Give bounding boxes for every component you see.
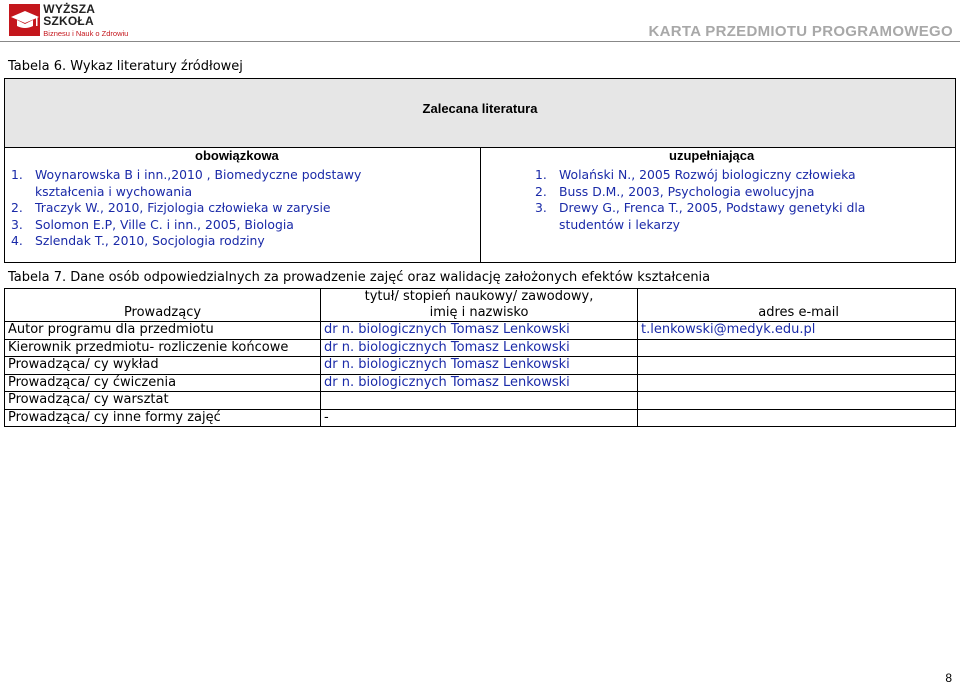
graduation-cap-icon <box>9 4 40 36</box>
literature-table <box>4 78 956 263</box>
list-item: 3. Solomon E.P, Ville C. i inn., 2005, Biologia <box>11 216 294 232</box>
table-row <box>5 374 956 392</box>
staff-table <box>4 288 956 427</box>
table-row <box>5 357 956 375</box>
email-cell <box>638 339 956 357</box>
email-cell <box>638 409 956 427</box>
table-row <box>5 392 956 410</box>
table-row <box>5 322 956 340</box>
table-row <box>5 409 956 427</box>
role-header: Prowadzący <box>5 289 321 322</box>
name-cell: dr n. biologicznych Tomasz Lenkowski <box>321 339 638 357</box>
supplementary-literature-heading: uzupełniająca <box>669 148 755 163</box>
email-cell <box>638 374 956 392</box>
list-item: 1. Wolański N., 2005 Rozwój biologiczny człowieka <box>535 167 856 182</box>
table-row <box>5 339 956 357</box>
name-cell: dr n. biologicznych Tomasz Lenkowski <box>321 374 638 392</box>
email-cell <box>638 357 956 375</box>
list-item: 3. Drewy G., Frenca T., 2005, Podstawy genetyki dla studentów i lekarzy <box>535 200 866 232</box>
supplementary-literature-list <box>532 167 865 233</box>
role-cell: Prowadząca/ cy warsztat <box>5 392 321 410</box>
name-cell: dr n. biologicznych Tomasz Lenkowski <box>321 357 638 375</box>
school-logo <box>9 1 135 38</box>
role-cell: Prowadząca/ cy inne formy zajęć <box>5 409 321 427</box>
logo-line2: Biznesu i Nauk o Zdrowiu <box>43 28 129 38</box>
list-item: 1. Woynarowska B i inn.,2010 , Biomedyczne podstawy kształcenia i wychowania <box>11 167 362 199</box>
role-cell: Kierownik przedmiotu- rozliczenie końcowe <box>5 339 321 357</box>
table7-caption: Tabela 7. Dane osób odpowiedzialnych za prowadzenie zajęć oraz walidację założonych efektów kształcenia <box>8 270 711 285</box>
list-item: 2. Traczyk W., 2010, Fizjologia człowieka w zarysie <box>11 200 331 215</box>
list-item: 2. Buss D.M., 2003, Psychologia ewolucyjna <box>535 183 815 199</box>
role-cell: Autor programu dla przedmiotu <box>5 322 321 340</box>
role-cell: Prowadząca/ cy ćwiczenia <box>5 374 321 392</box>
header-divider <box>0 41 960 42</box>
email-link[interactable]: t.lenkowski@medyk.edu.pl <box>638 322 956 340</box>
required-literature-list <box>8 167 361 250</box>
name-header: tytuł/ stopień naukowy/ zawodowy, imię i nazwisko <box>321 289 638 322</box>
name-cell: dr n. biologicznych Tomasz Lenkowski <box>321 322 638 340</box>
name-cell: - <box>321 409 638 427</box>
required-literature-heading: obowiązkowa <box>195 148 279 163</box>
literature-column-divider <box>480 147 481 262</box>
role-cell: Prowadząca/ cy wykład <box>5 357 321 375</box>
recommended-literature-heading: Zalecana literatura <box>422 101 538 116</box>
list-item: 4. Szlendak T., 2010, Socjologia rodziny <box>11 233 265 248</box>
email-cell <box>638 392 956 410</box>
table6-caption: Tabela 6. Wykaz literatury źródłowej <box>8 59 243 74</box>
table-header-row <box>5 289 956 322</box>
name-cell <box>321 392 638 410</box>
page-number: 8 <box>945 671 952 685</box>
email-header: adres e-mail <box>638 289 956 322</box>
logo-line1: WYŻSZA SZKOŁA <box>43 1 95 28</box>
document-title: KARTA PRZEDMIOTU PROGRAMOWEGO <box>648 23 953 40</box>
